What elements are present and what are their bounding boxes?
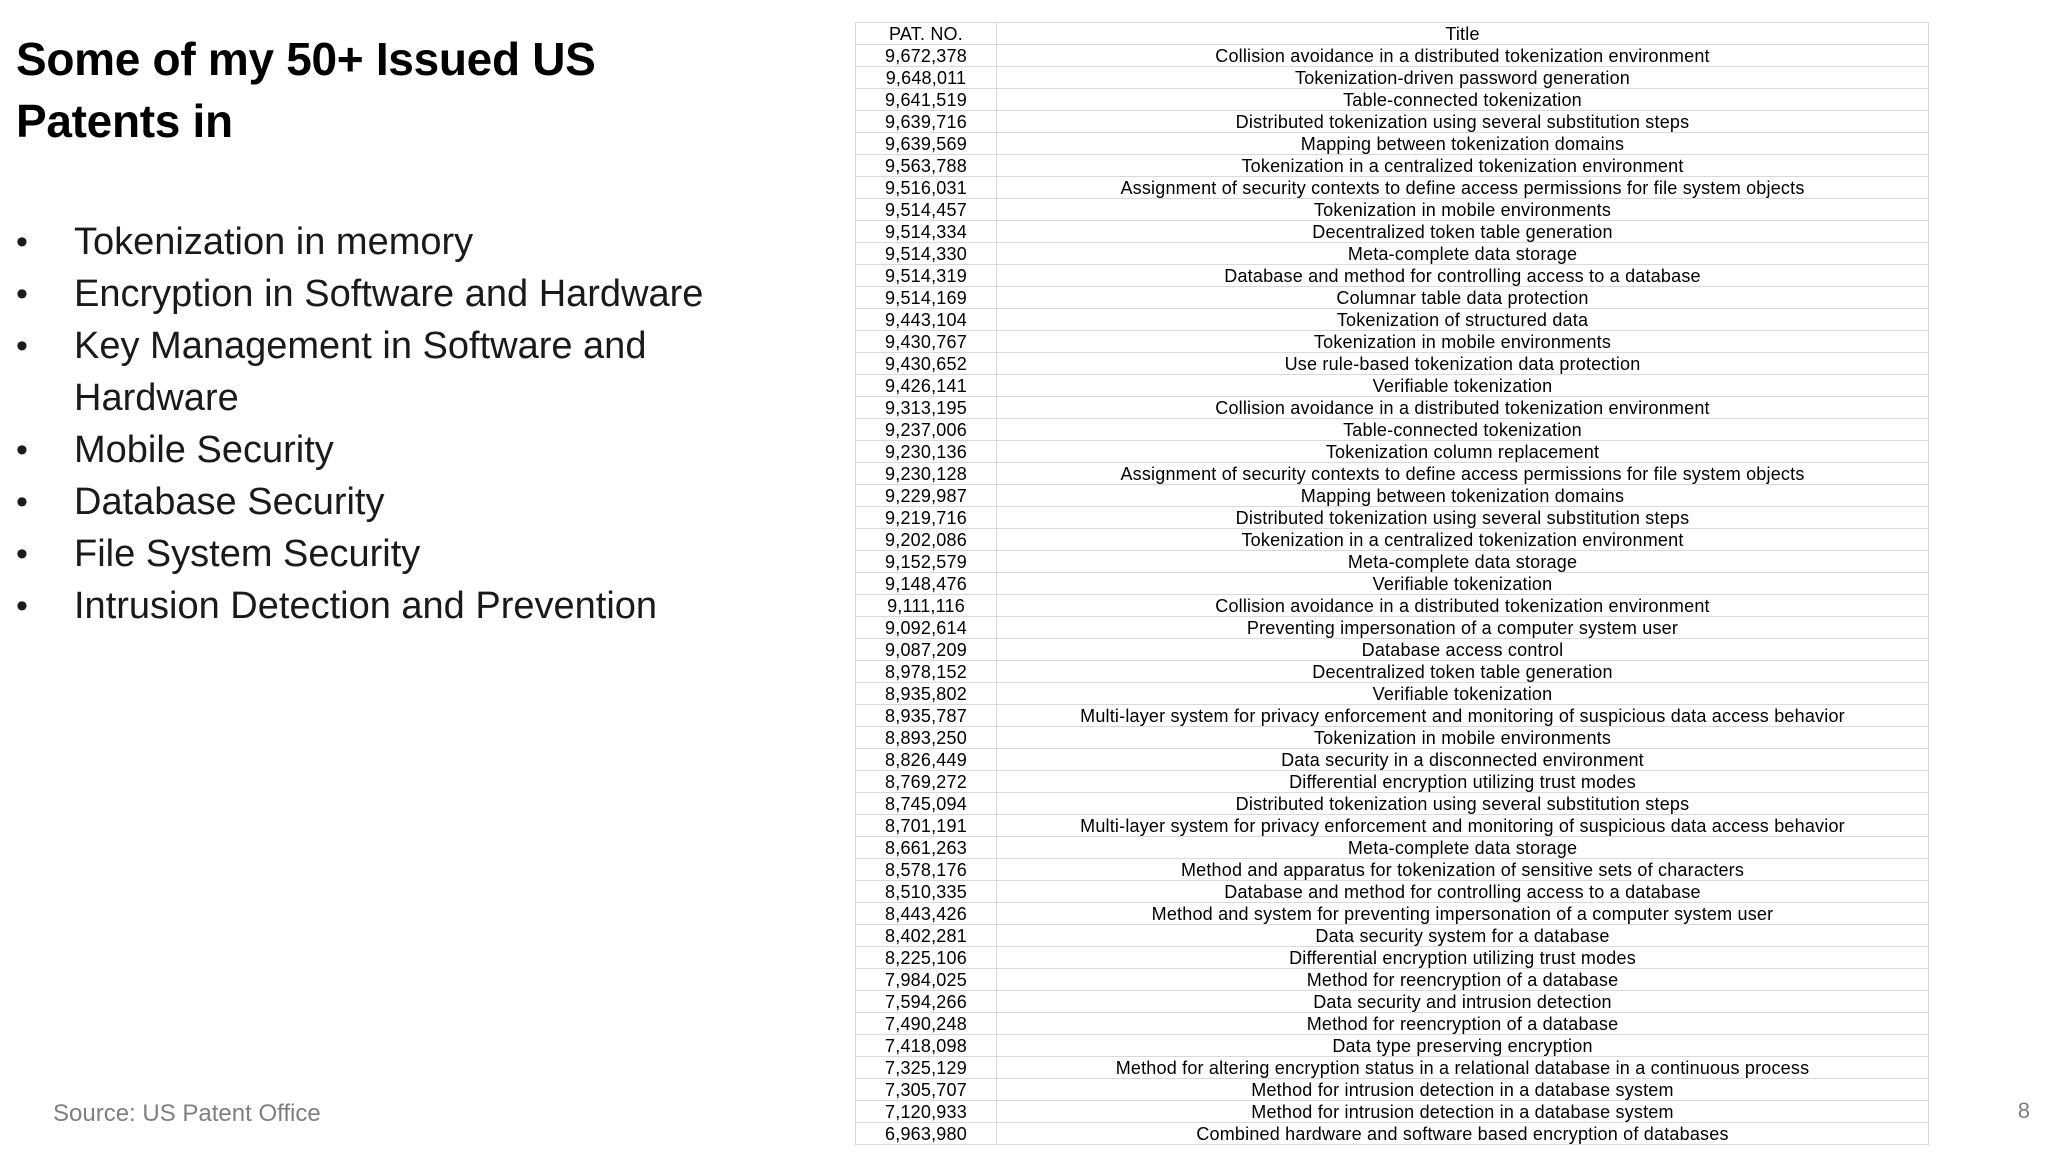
table-row xyxy=(856,991,1929,1013)
patent-number-cell: 9,237,006 xyxy=(856,419,997,441)
table-row xyxy=(856,793,1929,815)
patent-number-cell: 9,219,716 xyxy=(856,507,997,529)
patent-title-cell: Meta-complete data storage xyxy=(997,837,1929,859)
table-row xyxy=(856,859,1929,881)
bullet-icon: • xyxy=(16,327,28,365)
topic-item xyxy=(16,476,816,528)
patent-title-cell: Meta-complete data storage xyxy=(997,243,1929,265)
table-row xyxy=(856,1079,1929,1101)
table-row xyxy=(856,155,1929,177)
table-row xyxy=(856,749,1929,771)
patent-title-cell: Collision avoidance in a distributed tokenization environment xyxy=(997,595,1929,617)
patent-title-cell: Method for reencryption of a database xyxy=(997,1013,1929,1035)
patent-title-cell: Mapping between tokenization domains xyxy=(997,133,1929,155)
patent-title-cell: Tokenization in mobile environments xyxy=(997,331,1929,353)
patent-title-cell: Distributed tokenization using several substitution steps xyxy=(997,793,1929,815)
patent-number-cell: 7,418,098 xyxy=(856,1035,997,1057)
table-row xyxy=(856,595,1929,617)
patent-title-cell: Assignment of security contexts to define access permissions for file system objects xyxy=(997,463,1929,485)
table-row xyxy=(856,683,1929,705)
patent-title-cell: Multi-layer system for privacy enforcement and monitoring of suspicious data access behavior xyxy=(997,705,1929,727)
table-row xyxy=(856,287,1929,309)
patent-title-cell: Verifiable tokenization xyxy=(997,683,1929,705)
patent-number-cell: 9,313,195 xyxy=(856,397,997,419)
patent-number-cell: 9,426,141 xyxy=(856,375,997,397)
patent-number-cell: 6,963,980 xyxy=(856,1123,997,1145)
table-row xyxy=(856,397,1929,419)
table-row xyxy=(856,1035,1929,1057)
patent-title-cell: Verifiable tokenization xyxy=(997,375,1929,397)
table-row xyxy=(856,89,1929,111)
table-row xyxy=(856,133,1929,155)
table-row xyxy=(856,441,1929,463)
patent-title-cell: Method for reencryption of a database xyxy=(997,969,1929,991)
patent-number-cell: 9,230,136 xyxy=(856,441,997,463)
patent-title-cell: Multi-layer system for privacy enforcement and monitoring of suspicious data access behavior xyxy=(997,815,1929,837)
patent-title-cell: Tokenization in mobile environments xyxy=(997,727,1929,749)
patent-number-cell: 7,594,266 xyxy=(856,991,997,1013)
topic-label: Mobile Security xyxy=(74,429,334,471)
patent-number-cell: 7,325,129 xyxy=(856,1057,997,1079)
page-number: 8 xyxy=(2017,1098,2030,1123)
patent-title-cell: Method for altering encryption status in a relational database in a continuous process xyxy=(997,1057,1929,1079)
patent-number-cell: 9,514,169 xyxy=(856,287,997,309)
table-row xyxy=(856,111,1929,133)
patent-table-body xyxy=(856,45,1929,1145)
patent-title-cell: Combined hardware and software based encryption of databases xyxy=(997,1123,1929,1145)
bullet-icon: • xyxy=(16,483,28,521)
patent-title-cell: Decentralized token table generation xyxy=(997,661,1929,683)
patent-title-cell: Differential encryption utilizing trust modes xyxy=(997,947,1929,969)
table-row xyxy=(856,221,1929,243)
patent-number-cell: 7,120,933 xyxy=(856,1101,997,1123)
table-row xyxy=(856,947,1929,969)
patent-title-cell: Collision avoidance in a distributed tokenization environment xyxy=(997,45,1929,67)
table-row xyxy=(856,309,1929,331)
slide-title: Some of my 50+ Issued US Patents in xyxy=(16,33,596,147)
patent-title-cell: Meta-complete data storage xyxy=(997,551,1929,573)
table-row xyxy=(856,375,1929,397)
patent-number-cell: 8,893,250 xyxy=(856,727,997,749)
patent-number-cell: 8,578,176 xyxy=(856,859,997,881)
patent-title-cell: Tokenization in mobile environments xyxy=(997,199,1929,221)
patent-number-cell: 8,978,152 xyxy=(856,661,997,683)
patent-number-cell: 9,430,652 xyxy=(856,353,997,375)
patent-title-cell: Data type preserving encryption xyxy=(997,1035,1929,1057)
header-patent-number: PAT. NO. xyxy=(856,23,997,45)
patent-number-cell: 9,229,987 xyxy=(856,485,997,507)
patent-number-cell: 9,672,378 xyxy=(856,45,997,67)
table-row xyxy=(856,45,1929,67)
table-row xyxy=(856,925,1929,947)
bullet-icon: • xyxy=(16,223,28,261)
topic-item xyxy=(16,528,816,580)
patent-number-cell: 8,402,281 xyxy=(856,925,997,947)
patent-title-cell: Differential encryption utilizing trust modes xyxy=(997,771,1929,793)
topic-label: File System Security xyxy=(74,533,421,575)
patent-title-cell: Verifiable tokenization xyxy=(997,573,1929,595)
table-row xyxy=(856,199,1929,221)
patent-number-cell: 9,648,011 xyxy=(856,67,997,89)
patent-title-cell: Data security and intrusion detection xyxy=(997,991,1929,1013)
patent-title-cell: Table-connected tokenization xyxy=(997,89,1929,111)
table-row xyxy=(856,67,1929,89)
patent-number-cell: 7,984,025 xyxy=(856,969,997,991)
patent-number-cell: 9,516,031 xyxy=(856,177,997,199)
patent-title-cell: Table-connected tokenization xyxy=(997,419,1929,441)
patent-number-cell: 9,563,788 xyxy=(856,155,997,177)
patent-title-cell: Tokenization column replacement xyxy=(997,441,1929,463)
table-row xyxy=(856,837,1929,859)
topic-item xyxy=(16,424,816,476)
patent-number-cell: 9,092,614 xyxy=(856,617,997,639)
patent-number-cell: 8,225,106 xyxy=(856,947,997,969)
bullet-icon: • xyxy=(16,431,28,469)
patent-title-cell: Use rule-based tokenization data protection xyxy=(997,353,1929,375)
patent-title-cell: Tokenization-driven password generation xyxy=(997,67,1929,89)
patent-number-cell: 9,202,086 xyxy=(856,529,997,551)
table-row xyxy=(856,903,1929,925)
table-row xyxy=(856,639,1929,661)
patent-title-cell: Database and method for controlling access to a database xyxy=(997,265,1929,287)
topic-label: Tokenization in memory xyxy=(74,221,474,263)
patent-number-cell: 8,443,426 xyxy=(856,903,997,925)
topic-label: Encryption in Software and Hardware xyxy=(74,273,704,315)
patent-title-cell: Collision avoidance in a distributed tokenization environment xyxy=(997,397,1929,419)
table-row xyxy=(856,1057,1929,1079)
patent-number-cell: 8,701,191 xyxy=(856,815,997,837)
patent-number-cell: 8,510,335 xyxy=(856,881,997,903)
patent-title-cell: Preventing impersonation of a computer system user xyxy=(997,617,1929,639)
patent-number-cell: 9,514,319 xyxy=(856,265,997,287)
bullet-icon: • xyxy=(16,587,28,625)
table-row xyxy=(856,551,1929,573)
patent-title-cell: Method and apparatus for tokenization of sensitive sets of characters xyxy=(997,859,1929,881)
table-row xyxy=(856,727,1929,749)
table-row xyxy=(856,1013,1929,1035)
patent-title-cell: Data security in a disconnected environment xyxy=(997,749,1929,771)
patent-title-cell: Assignment of security contexts to define access permissions for file system objects xyxy=(997,177,1929,199)
table-row xyxy=(856,463,1929,485)
table-row xyxy=(856,815,1929,837)
patent-number-cell: 8,661,263 xyxy=(856,837,997,859)
patent-number-cell: 9,639,716 xyxy=(856,111,997,133)
patent-number-cell: 7,490,248 xyxy=(856,1013,997,1035)
patent-title-cell: Distributed tokenization using several substitution steps xyxy=(997,507,1929,529)
patent-title-cell: Method and system for preventing impersonation of a computer system user xyxy=(997,903,1929,925)
bullet-icon: • xyxy=(16,275,28,313)
patent-number-cell: 9,639,569 xyxy=(856,133,997,155)
topic-item xyxy=(16,580,816,632)
topic-label: Intrusion Detection and Prevention xyxy=(74,585,658,627)
patent-number-cell: 9,514,330 xyxy=(856,243,997,265)
patent-number-cell: 8,935,787 xyxy=(856,705,997,727)
topic-item xyxy=(16,216,816,268)
table-row xyxy=(856,485,1929,507)
patent-number-cell: 9,430,767 xyxy=(856,331,997,353)
table-row xyxy=(856,617,1929,639)
patent-number-cell: 9,148,476 xyxy=(856,573,997,595)
patent-number-cell: 9,087,209 xyxy=(856,639,997,661)
patent-number-cell: 9,514,457 xyxy=(856,199,997,221)
patent-title-cell: Tokenization in a centralized tokenization environment xyxy=(997,529,1929,551)
patent-title-cell: Tokenization of structured data xyxy=(997,309,1929,331)
table-row xyxy=(856,1101,1929,1123)
topic-label: Key Management in Software and Hardware xyxy=(74,325,647,419)
patent-number-cell: 8,745,094 xyxy=(856,793,997,815)
patent-title-cell: Database and method for controlling access to a database xyxy=(997,881,1929,903)
patent-title-cell: Distributed tokenization using several substitution steps xyxy=(997,111,1929,133)
patent-number-cell: 9,152,579 xyxy=(856,551,997,573)
header-title: Title xyxy=(997,23,1929,45)
table-row xyxy=(856,177,1929,199)
patent-title-cell: Tokenization in a centralized tokenization environment xyxy=(997,155,1929,177)
patent-table xyxy=(855,22,1929,1145)
table-row xyxy=(856,243,1929,265)
patent-title-cell: Database access control xyxy=(997,639,1929,661)
patent-title-cell: Data security system for a database xyxy=(997,925,1929,947)
topic-list xyxy=(16,216,816,632)
table-row xyxy=(856,705,1929,727)
table-row xyxy=(856,771,1929,793)
table-row xyxy=(856,969,1929,991)
patent-title-cell: Decentralized token table generation xyxy=(997,221,1929,243)
table-row xyxy=(856,331,1929,353)
topic-item xyxy=(16,268,816,320)
topic-label: Database Security xyxy=(74,481,385,523)
table-row xyxy=(856,573,1929,595)
patent-title-cell: Mapping between tokenization domains xyxy=(997,485,1929,507)
table-row xyxy=(856,529,1929,551)
patent-number-cell: 8,826,449 xyxy=(856,749,997,771)
patent-number-cell: 9,230,128 xyxy=(856,463,997,485)
patent-number-cell: 9,111,116 xyxy=(856,595,997,617)
patent-number-cell: 9,443,104 xyxy=(856,309,997,331)
table-row xyxy=(856,1123,1929,1145)
patent-number-cell: 7,305,707 xyxy=(856,1079,997,1101)
table-row xyxy=(856,507,1929,529)
patent-title-cell: Method for intrusion detection in a database system xyxy=(997,1101,1929,1123)
table-row xyxy=(856,265,1929,287)
table-header-row xyxy=(856,23,1929,45)
bullet-icon: • xyxy=(16,535,28,573)
patent-number-cell: 8,935,802 xyxy=(856,683,997,705)
table-row xyxy=(856,419,1929,441)
table-row xyxy=(856,353,1929,375)
table-row xyxy=(856,881,1929,903)
patent-title-cell: Method for intrusion detection in a database system xyxy=(997,1079,1929,1101)
patent-number-cell: 9,514,334 xyxy=(856,221,997,243)
table-row xyxy=(856,661,1929,683)
patent-number-cell: 9,641,519 xyxy=(856,89,997,111)
patent-title-cell: Columnar table data protection xyxy=(997,287,1929,309)
patent-number-cell: 8,769,272 xyxy=(856,771,997,793)
topic-item xyxy=(16,320,816,424)
source-note: Source: US Patent Office xyxy=(53,1100,321,1127)
